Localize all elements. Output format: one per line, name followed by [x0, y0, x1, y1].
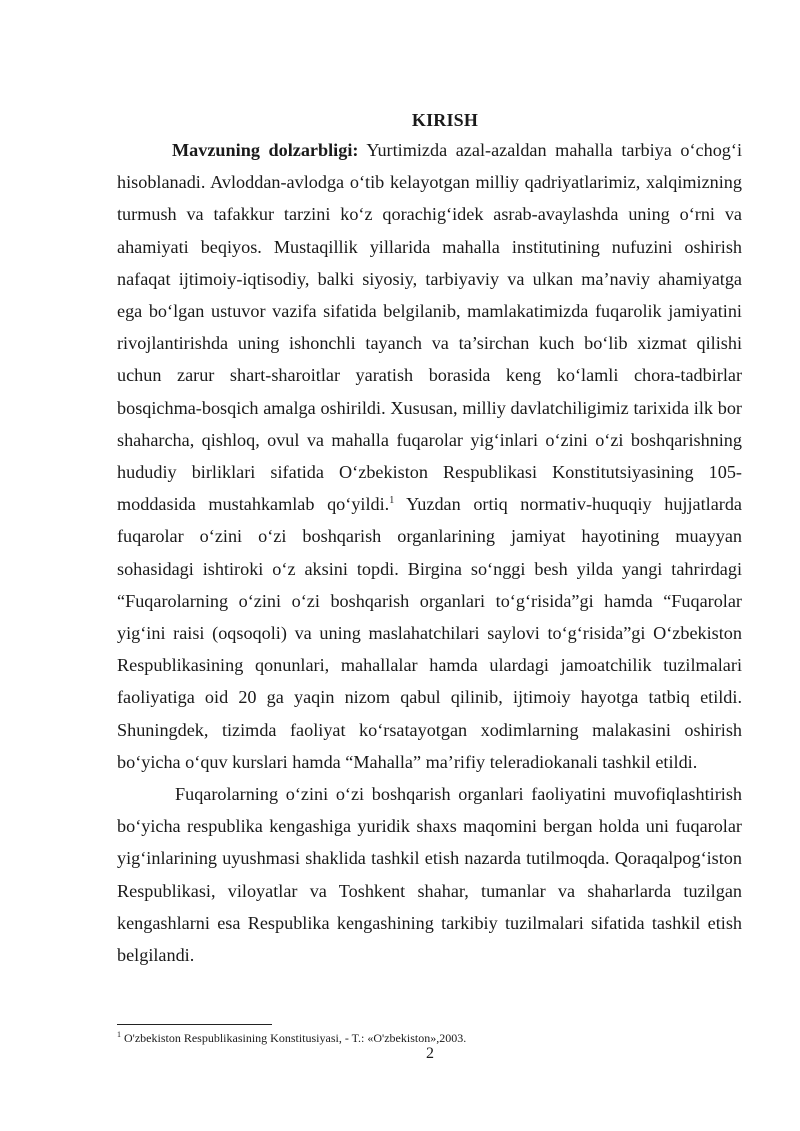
paragraph-1-text-a: Yurtimizda azal-azaldan mahalla tarbiya o‘chog‘i hisoblanadi. Avloddan-avlodga o‘tib kelayotgan milliy qadriyatlarimiz, xalqimizning turmush va tafakkur tarzini ko‘z qorachig‘idek asrab-avaylashda uning o‘rni va ahamiyati beqiyos. Mustaqillik yillarida mahalla institutining nufuzini oshirish nafaqat ijtimoiy-iqtisodiy, balki siyosiy, tarbiyaviy va ulkan ma’naviy ahamiyatga ega bo‘lgan ustuvor vazifa sifatida belgilanib, mamlakatimizda fuqarolik jamiyatini rivojlantirishda uning ishonchli tayanch va ta’sirchan kuch bo‘lib xizmat qilishi uchun zarur shart-sharoitlar yaratish borasida keng ko‘lamli chora-tadbirlar bosqichma-bosqich amalga oshirildi. Xususan, milliy davlatchiligimiz tarixida ilk bor shaharcha, qishloq, ovul va mahalla fuqarolar yig‘inlari o‘zini o‘zi boshqarishning hududiy birliklari sifatida O‘zbekiston Respublikasi Konstitutsiyasining 105-moddasida mustahkamlab qo‘yildi. [117, 140, 743, 515]
page-number: 2 [426, 1045, 434, 1062]
paragraph-1 [117, 134, 742, 778]
body-text [117, 134, 742, 971]
footnote-number: 1 [117, 1030, 121, 1039]
footnote-text: O'zbekiston Respublikasining Konstitusiyasi, - T.: «O'zbekiston»,2003. [121, 1031, 467, 1045]
paragraph-2: Fuqarolarning o‘zini o‘zi boshqarish organlari faoliyatini muvofiqlashtirish bo‘yicha respublika kengashiga yuridik shaxs maqomini bergan holda uni fuqarolar yig‘inlarining uyushmasi shaklida tashkil etish nazarda tutilmoqda. Qoraqalpog‘iston Respublikasi, viloyatlar va Toshkent shahar, tumanlar va shaharlarda tuzilgan kengashlarni esa Respublika kengashining tarkibiy tuzilmalari sifatida tashkil etish belgilandi. [117, 784, 742, 966]
paragraph-1-text-b: Yuzdan ortiq normativ-huquqiy hujjatlarda fuqarolar o‘zini o‘zi boshqarish organlarining jamiyat hayotining muayyan sohasidagi ishtiroki o‘z aksini topdi. Birgina so‘nggi besh yilda yangi tahrirdagi “Fuqarolarning o‘zini o‘zi boshqarish organlari to‘g‘risida”gi hamda “Fuqarolar yig‘ini raisi (oqsoqoli) va uning maslahatchilari saylovi to‘g‘risida”gi O‘zbekiston Respublikasining qonunlari, mahallalar hamda ulardagi jamoatchilik tuzilmalari faoliyatiga oid 20 ga yaqin nizom qabul qilinib, ijtimoiy hayotga tatbiq etildi. Shuningdek, tizimda faoliyat ko‘rsatayotgan xodimlarning malakasini oshirish bo‘yicha o‘quv kurslari hamda “Mahalla” ma’rifiy teleradiokanali tashkil etildi. [117, 494, 742, 772]
footnote [117, 1031, 466, 1045]
footnote-divider [117, 1024, 272, 1025]
footnote-reference[interactable]: 1 [389, 495, 395, 507]
paragraph-lead: Mavzuning dolzarbligi: [172, 140, 359, 160]
page-title: KIRISH [411, 110, 479, 130]
